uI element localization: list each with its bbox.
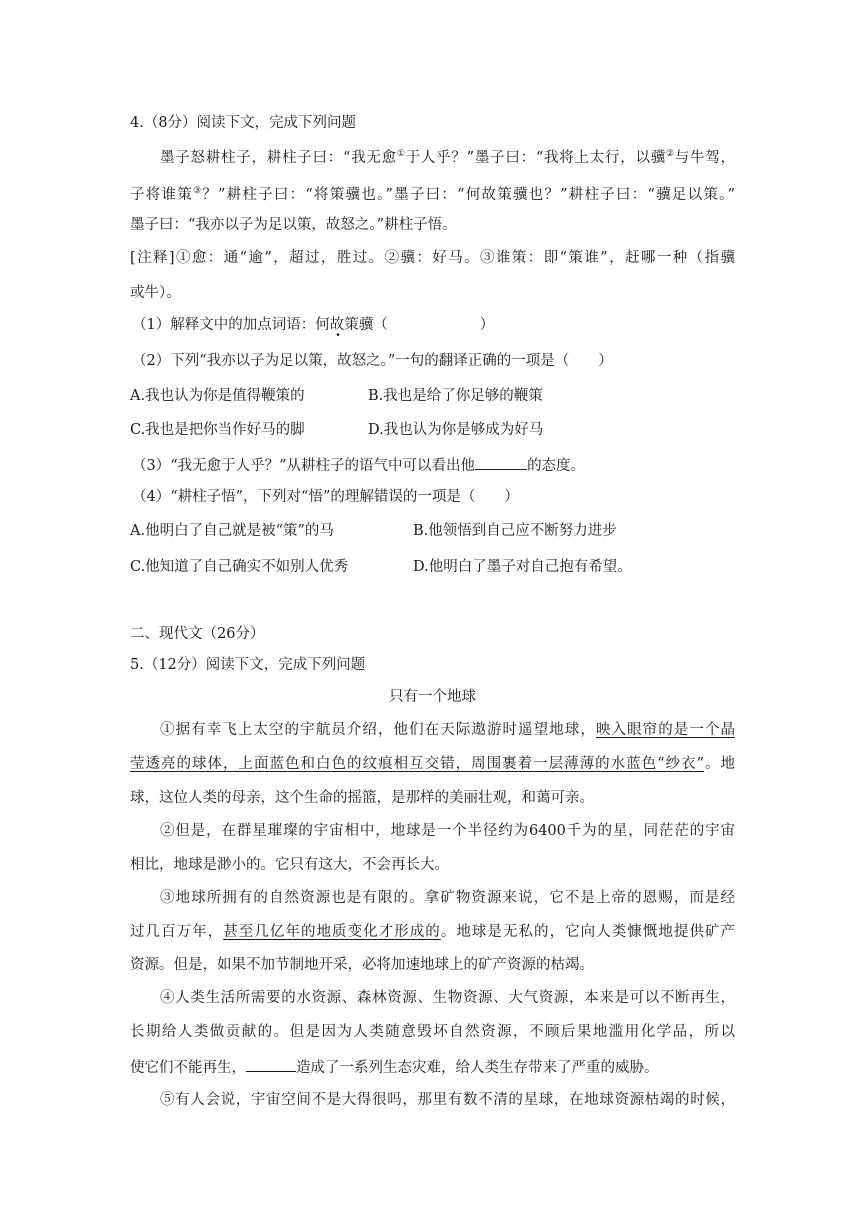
q4-sub4-option-a: A.他明白了自己就是被“策”的马 — [130, 523, 334, 539]
emphasis-dot-char: 故 — [329, 317, 345, 333]
article-title: 只有一个地球 — [389, 689, 476, 705]
article-p3-line-2: 过几百万年，甚至几亿年的地质变化才形成的。地球是无私的，它向人类慷慨地提供矿产 — [130, 924, 736, 940]
article-p4-line-1: ④人类生活所需要的水资源、森林资源、生物资源、大气资源，本来是可以不断再生， — [160, 990, 735, 1006]
footnote-mark-2: ② — [665, 149, 675, 159]
q4-notes-line-2: 或牛）。 — [130, 285, 181, 301]
article-p3-line-1: ③地球所拥有的自然资源也是有限的。拿矿物资源来说，它不是上帝的恩赐，而是经 — [160, 890, 735, 906]
article-p3-line-3: 资源。但是，如果不加节制地开采，必将加速地球上的矿产资源的枯竭。 — [130, 957, 594, 973]
q4-passage-line-2: 子将谁策③？”耕柱子曰：“将策骥也。”墨子曰：“何故策骥也？”耕柱子曰：“骥足以策。” — [130, 186, 736, 203]
article-p4-line-3: 使它们不能再生， 造成了一系列生态灾难，给人类生存带来了严重的威胁。 — [130, 1056, 735, 1078]
q4-sub2-option-a: A.我也认为你是值得鞭策的 — [130, 388, 305, 404]
article-p1-line-1: ①据有幸飞上太空的宇航员介绍，他们在天际遨游时遥望地球，映入眼帘的是一个晶 — [160, 722, 736, 738]
answer-blank — [246, 1056, 296, 1072]
article-p5-line-1: ⑤有人会说，宇宙空间不是大得很吗，那里有数不清的星球，在地球资源枯竭的时候， — [160, 1092, 735, 1108]
q4-sub3: （3）“我无愈于人乎？”从耕柱子的语气中可以看出他 的态度。 — [132, 454, 737, 476]
q4-sub2-option-c: C.我也是把你当作好马的脚 — [130, 422, 305, 438]
answer-blank — [475, 454, 527, 470]
q4-passage-line-3: 墨子曰：“我亦以子为足以策，故怒之。”耕柱子悟。 — [130, 217, 457, 233]
article-p1-line-2: 莹透亮的球体，上面蓝色和白色的纹痕相互交错，周围裹着一层薄薄的水蓝色“纱衣”。地 — [130, 756, 736, 772]
footnote-mark-1: ① — [396, 149, 406, 159]
q4-sub1: （1）解释文中的加点词语：何故策骥（ ） — [132, 317, 495, 333]
q4-notes-line-1: [注释]①愈：通“逾”，超过，胜过。②骥：好马。③谁策：即“策谁”，赶哪一种（指骥 — [130, 250, 735, 266]
q4-sub2: （2）下列“我亦以子为足以策，故怒之。”一句的翻译正确的一项是（ ） — [132, 353, 613, 369]
article-p2-line-1: ②但是，在群星璀璨的宇宙相中，地球是一个半径约为6400千为的星，同茫茫的宇宙 — [160, 823, 735, 839]
article-p2-line-2: 相比，地球是渺小的。它只有这大，不会再长大。 — [130, 857, 449, 873]
q4-sub4-option-d: D.他明白了墨子对自己抱有希望。 — [413, 559, 632, 575]
footnote-mark-3: ③ — [192, 186, 203, 196]
q4-heading: 4.（8分）阅读下文，完成下列问题 — [130, 115, 357, 131]
article-p1-line-3: 球，这位人类的母亲，这个生命的摇篮，是那样的美丽壮观，和蔼可亲。 — [130, 790, 594, 806]
q4-sub4-option-c: C.他知道了自己确实不如别人优秀 — [130, 559, 349, 575]
q4-sub2-option-d: D.我也认为你是够成为好马 — [368, 422, 544, 438]
q4-passage-line-1: 墨子怒耕柱子，耕柱子曰：“我无愈①于人乎？”墨子曰：“我将上太行，以骥②与牛驾， — [160, 149, 736, 166]
q5-heading: 5.（12分）阅读下文，完成下列问题 — [130, 657, 366, 673]
section2-heading: 二、现代文（26分） — [130, 626, 265, 642]
q4-sub4-option-b: B.他领悟到自己应不断努力进步 — [413, 523, 617, 539]
article-p4-line-2: 长期给人类做贡献的。但是因为人类随意毁坏自然资源，不顾后果地滥用化学品，所以 — [130, 1024, 735, 1040]
q4-sub2-option-b: B.我也是给了你足够的鞭策 — [368, 388, 543, 404]
q4-sub4: （4）“耕柱子悟”，下列对“悟”的理解错误的一项是（ ） — [132, 489, 519, 505]
